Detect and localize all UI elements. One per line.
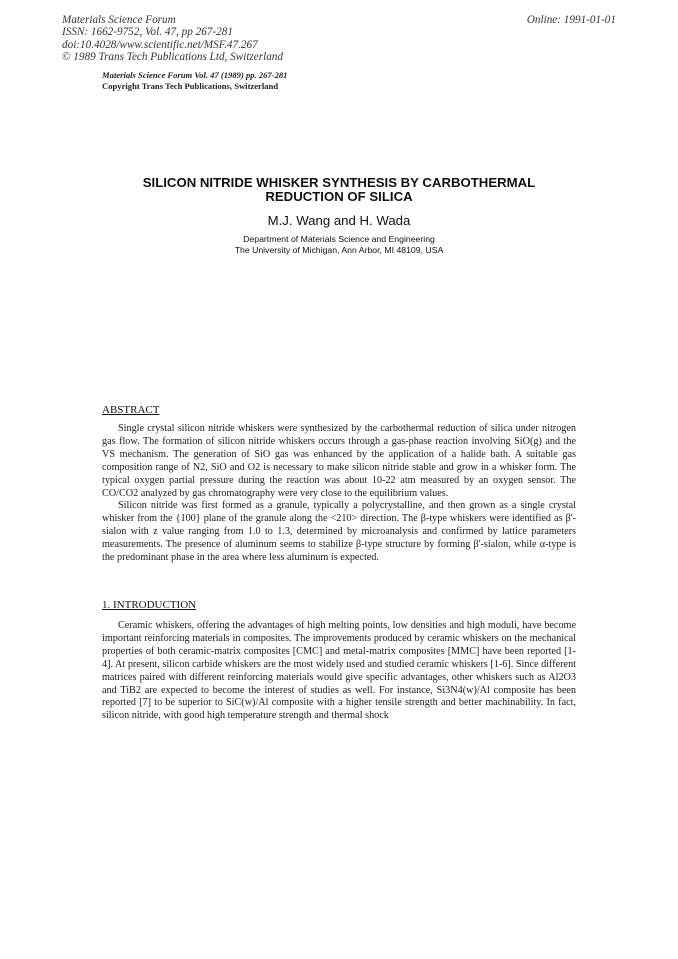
- affiliation: [100, 234, 578, 255]
- abstract-paragraph-1: Single crystal silicon nitride whiskers were synthesized by the carbothermal reduction of silica under nitrogen gas flow. The formation of silicon nitride whiskers occurs through a gas-phase reaction involving SiO(g) and the VS mechanism. The generation of SiO gas was enhanced by the application of a halide bath. A suitable gas composition range of N2, SiO and O2 is necessary to make silicon nitride stable and grow in a whisker form. The typical oxygen partial pressure during the reaction was about 10-22 atm measured by an oxygen sensor. The CO/CO2 analyzed by gas chromatography were very close to the equilibrium values.: [102, 423, 576, 499]
- affiliation-department: Department of Materials Science and Engineering: [243, 234, 435, 244]
- introduction-heading: 1. INTRODUCTION: [102, 599, 197, 611]
- journal-citation: Materials Science Forum Vol. 47 (1989) pp. 267-281: [102, 70, 288, 80]
- journal-reference: [102, 70, 287, 91]
- title-line-1: SILICON NITRIDE WHISKER SYNTHESIS BY CARBOTHERMAL: [142, 175, 536, 190]
- meta-line-doi[interactable]: doi:10.4028/www.scientific.net/MSF.47.267: [62, 38, 258, 51]
- meta-line-copyright: © 1989 Trans Tech Publications Ltd, Switzerland: [62, 51, 283, 64]
- affiliation-university: The University of Michigan, Ann Arbor, MI 48109, USA: [234, 244, 444, 255]
- journal-copyright: Copyright Trans Tech Publications, Switzerland: [102, 80, 279, 91]
- meta-line-issn: ISSN: 1662-9752, Vol. 47, pp 267-281: [62, 26, 233, 39]
- introduction-paragraph-1: Ceramic whiskers, offering the advantages of high melting points, low densities and high moduli, have become important reinforcing materials in composites. The improvements produced by ceramic whiskers on the mechanical properties of both ceramic-matrix composites [CMC] and metal-matrix composites [MMC] have been reported [1-4]. At present, silicon carbide whiskers are the most widely used and studied ceramic whiskers [1-6]. Since different matrices paired with different reinforcing materials would give specific advantages, other whiskers such as Al2O3 and TiB2 are expected to become the interest of studies as well. For instance, Si3N4(w)/Al composite has been reported [7] to be superior to SiC(w)/Al composite with a higher tensile strength and better machinability. In fact, silicon nitride, with good high temperature strength and thermal shock: [102, 620, 576, 722]
- abstract-body: [102, 423, 576, 565]
- abstract-heading: ABSTRACT: [102, 404, 160, 416]
- online-date: Online: 1991-01-01: [526, 14, 616, 26]
- title-line-2: REDUCTION OF SILICA: [265, 188, 413, 204]
- introduction-body: [102, 620, 576, 723]
- publication-metadata: [62, 14, 283, 64]
- meta-line-journal: Materials Science Forum: [62, 14, 176, 26]
- paper-title: [100, 176, 578, 203]
- authors: M.J. Wang and H. Wada: [267, 213, 411, 228]
- abstract-paragraph-2: Silicon nitride was first formed as a granule, typically a polycrystalline, and then grown as a single crystal whisker from the {100} plane of the granule along the <210> direction. The β-type whiskers were identified as β'-sialon with z value ranging from 1.0 to 1.3, determined by microanalysis and confirmed by lattice parameters measurements. The presence of aluminum seems to stabilize β-type structure by forming β'-sialon, while α-type is the predominant phase in the area where less aluminum is expected.: [102, 500, 576, 564]
